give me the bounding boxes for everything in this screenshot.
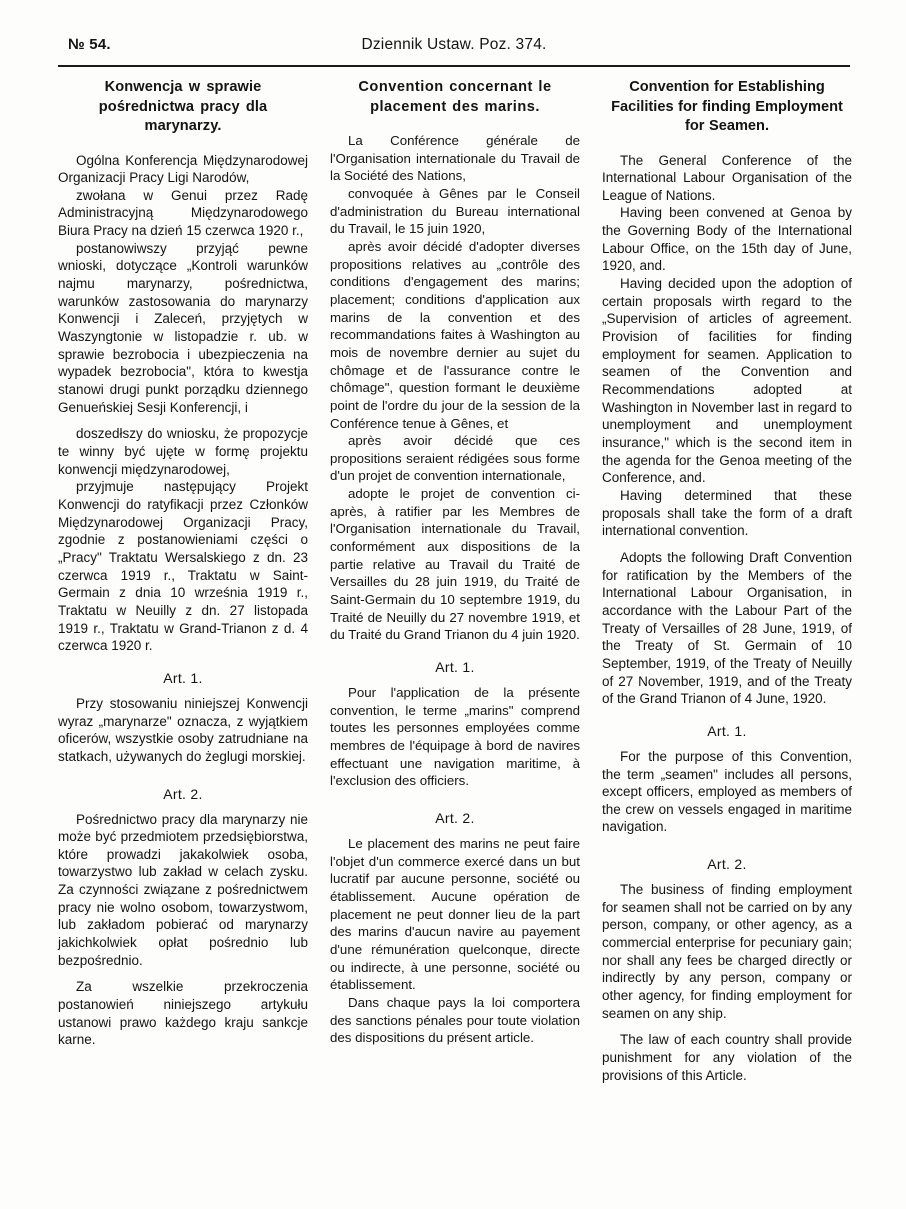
column-english: [602, 78, 852, 1178]
polish-art1-heading: Art. 1.: [163, 669, 203, 686]
french-art1-para-1: Pour l'application de la présente convention, le terme „marins" comprend toutes les personnes employées comme membres de l'équipage à bord de navires effectuant une navigation maritime, à l'exclusion des officiers.: [330, 685, 580, 789]
english-art2-heading: Art. 2.: [707, 856, 747, 873]
english-art1-heading: Art. 1.: [707, 722, 747, 739]
column-polish: [58, 78, 308, 1178]
running-head: [58, 36, 850, 58]
english-title: Convention for Establishing Facilities for finding Employment for Seamen.: [611, 79, 843, 134]
french-art2-para-2: Dans chaque pays la loi comportera des sanctions pénales pour toute violation des dispositions du présent article.: [330, 994, 580, 1046]
french-para-4: après avoir décidé que ces propositions seraient rédigées sous forme d'un projet de convention internationale,: [330, 433, 580, 484]
english-para-4: Having determined that these proposals shall take the form of a draft international convention.: [602, 487, 852, 539]
polish-art1-para-1: Przy stosowaniu niniejszej Konwencji wyraz „marynarze" oznacza, z wyjątkiem oficerów, wszystkie osoby zatrudniane na statkach, używanych do żeglugi morskiej.: [58, 695, 308, 764]
english-art2-para-2: The law of each country shall provide punishment for any violation of the provisions of this Article.: [602, 1032, 852, 1083]
french-art1-heading: Art. 1.: [435, 659, 475, 676]
english-art1-para-1: For the purpose of this Convention, the term „seamen" includes all persons, except officers, employed as members of the crew on vessels engaged in maritime navigation.: [602, 748, 852, 835]
polish-para-3: postanowiwszy przyjąć pewne wnioski, dotyczące „Kontroli warunków najmu marynarzy, pośrednictwa, warunków zastosowania do marynarzy Konwencji i Zaleceń, przyjętych w Waszyngtonie w listopadzie r. ub. w sprawie bezrobocia i ubezpieczenia na wypadek bezrobocia", która to kwestja stanowi drugi punkt porządku dziennego Genueńskiej Sesji Konferencji, i: [58, 240, 308, 415]
header-rule: [58, 65, 850, 67]
folio-number: № 54.: [68, 36, 111, 53]
english-para-1: The General Conference of the International Labour Organisation of the League of Nations.: [602, 152, 852, 203]
english-art2-para-1: The business of finding employment for seamen shall not be carried on by any person, company, or other agency, as a commercial enterprise for pecuniary gain; nor shall any fees be charged directly or indirectly by any person, company or other agency, for finding employment for seamen on any ship.: [602, 882, 852, 1021]
french-para-1: La Conférence générale de l'Organisation internationale du Travail de la Société des Nations,: [330, 133, 580, 184]
polish-art2-para-2: Za wszelkie przekroczenia postanowień niniejszego artykułu ustanowi prawo każdego kraju sankcje karne.: [58, 979, 308, 1048]
polish-art2-heading: Art. 2.: [163, 785, 203, 802]
french-title: Convention concernant le placement des marins.: [358, 79, 552, 115]
french-para-3: après avoir décidé d'adopter diverses propositions relatives au „contrôle des conditions d'engagement des marins; placement; conditions d'application aux marins de la convention et des recommandations faites à Washington au mois de novembre dernier au sujet du chômage et de l'assurance contre le chômage", question formant le deuxième point de l'ordre du jour de la session de la Conférence tenue à Gênes, et: [330, 238, 580, 431]
three-column-body: [58, 78, 852, 1178]
french-para-5: adopte le projet de convention ci-après, à ratifier par les Membres de l'Organisation internationale du Travail, conformément aux dispositions de la partie relative au Travail du Traité de Versailles du 28 juin 1919, du Traité de Saint-Germain du 10 septembre 1919, du Traité de Neuilly du 27 novembre 1919, et du Traité du Grand Trianon du 4 juin 1920.: [330, 486, 580, 643]
polish-para-2: zwołana w Genui przez Radę Administracyjną Międzynarodowego Biura Pracy na dzień 15 czerwca 1920 r.,: [58, 187, 308, 239]
english-para-2: Having been convened at Genoa by the Governing Body of the International Labour Office, on the 15th day of June, 1920, and.: [602, 205, 852, 274]
polish-title: Konwencja w sprawie pośrednictwa pracy dla marynarzy.: [98, 79, 268, 134]
polish-para-5: przyjmuje następujący Projekt Konwencji do ratyfikacji przez Członków Międzynarodowej Organizacji Pracy, zgodnie z postanowieniami części o „Pracy" Traktatu Wersalskiego z dn. 23 czerwca 1919 r., Traktatu w Saint-Germain z dnia 10 września 1919 r., Traktatu w Neuilly z dn. 27 listopada 1919 r., Traktatu w Grand-Trianon z d. 4 czerwca 1920 r.: [58, 479, 308, 654]
journal-title: Dziennik Ustaw. Poz. 374.: [361, 36, 547, 53]
french-art2-heading: Art. 2.: [435, 809, 475, 826]
english-para-3: Having decided upon the adoption of certain proposals wirth regard to the „Supervision of articles of agreement. Provision of facilities for finding employment for seamen. Application to seamen of the Convention and Recommendations adopted at Washington in November last in regard to unemployment and unemployment insurance," which is the second item in the agenda for the Genoa meeting of the Conference, and.: [602, 276, 852, 486]
french-art2-para-1: Le placement des marins ne peut faire l'objet d'un commerce exercé dans un but lucratif par aucune personne, société ou établissement. Aucune opération de placement ne peut donner lieu de la part des marins d'aucun navire au payement d'une rémunération quelconque, directe ou indirecte, à une personne, société ou établissement.: [330, 835, 580, 993]
polish-para-1: Ogólna Konferencja Międzynarodowej Organizacji Pracy Ligi Narodów,: [58, 152, 308, 186]
polish-art2-para-1: Pośrednictwo pracy dla marynarzy nie może być przedmiotem przedsiębiorstwa, które prowadzi jakakolwiek osoba, towarzystwo lub zakład w celach zysku. Za czynności związane z pośrednictwem pracy nie wolno osobom, towarzystwom, lub zakładom pobierać od marynarzy jakichkolwiek opłat pośrednio lub bezpośrednio.: [58, 811, 308, 968]
polish-para-4: doszedłszy do wniosku, że propozycje te winny być ujęte w formę projektu konwencji międzynarodowej,: [58, 426, 308, 477]
french-para-2: convoquée à Gênes par le Conseil d'administration du Bureau international du Travail, le 15 juin 1920,: [330, 185, 580, 237]
english-para-5: Adopts the following Draft Convention for ratification by the Members of the International Labour Organisation, in accordance with the Labour Part of the Treaty of Versailles of 28 June, 1919, of the Treaty of St. Germain of 10 September, 1919, of the Treaty of Neuilly of 27 November, 1919, and of the Treaty of the Grand Trianon of 4 June, 1920.: [602, 549, 852, 707]
column-french: [330, 78, 580, 1178]
